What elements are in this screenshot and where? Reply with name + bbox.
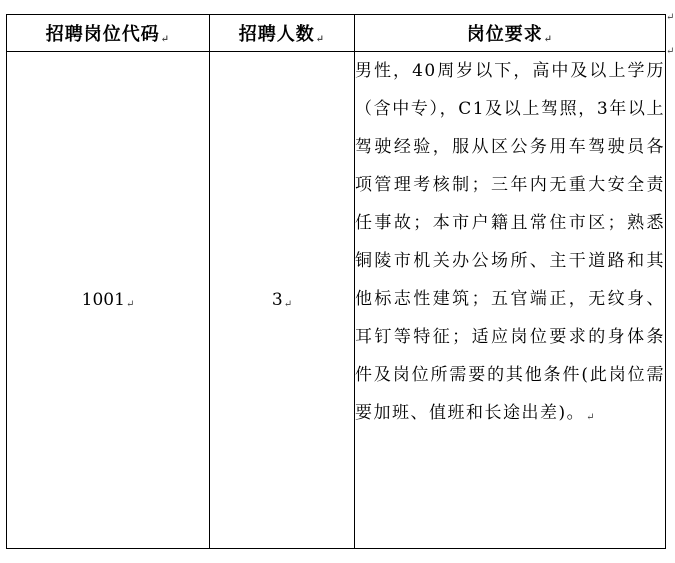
header-row: [7, 15, 666, 52]
recruitment-table: [6, 14, 666, 549]
header-requirements-text: 岗位要求: [466, 24, 543, 45]
table-row: [7, 52, 666, 549]
position-code-value: 1001: [81, 290, 125, 310]
paragraph-mark-icon: ↵: [283, 299, 293, 310]
row-end-mark-icon: ↵: [666, 46, 675, 57]
cell-requirements: [355, 52, 666, 549]
requirements-text: 男性，40周岁以下，高中及以上学历（含中专），C1及以上驾照，3年以上驾驶经验，服从区公务用车驾驶员各项管理考核制；三年内无重大安全责任事故；本市户籍且常住市区；熟悉铜陵市机关办公场所、主干道路和其他标志性建筑；五官端正，无纹身、耳钉等特征；适应岗位要求的身体条件及岗位所需要的其他条件(此岗位需要加班、值班和长途出差)。: [355, 61, 665, 423]
cell-position-code: [7, 52, 210, 549]
hiring-count-value: 3: [271, 290, 283, 310]
table-header: [7, 15, 666, 52]
paragraph-mark-icon: ↵: [315, 34, 326, 45]
table-body: [7, 52, 666, 549]
paragraph-mark-icon: ↵: [160, 34, 171, 45]
header-hiring-count: [210, 15, 355, 52]
paragraph-mark-icon: ↵: [543, 34, 554, 45]
header-position-code-text: 招聘岗位代码: [45, 24, 160, 45]
header-position-code: [7, 15, 210, 52]
header-hiring-count-text: 招聘人数: [238, 24, 315, 45]
paragraph-mark-icon: ↵: [586, 412, 597, 423]
header-requirements: [355, 15, 666, 52]
cell-hiring-count: [210, 52, 355, 549]
row-end-mark-icon: ↵: [666, 12, 675, 23]
paragraph-mark-icon: ↵: [125, 299, 135, 310]
